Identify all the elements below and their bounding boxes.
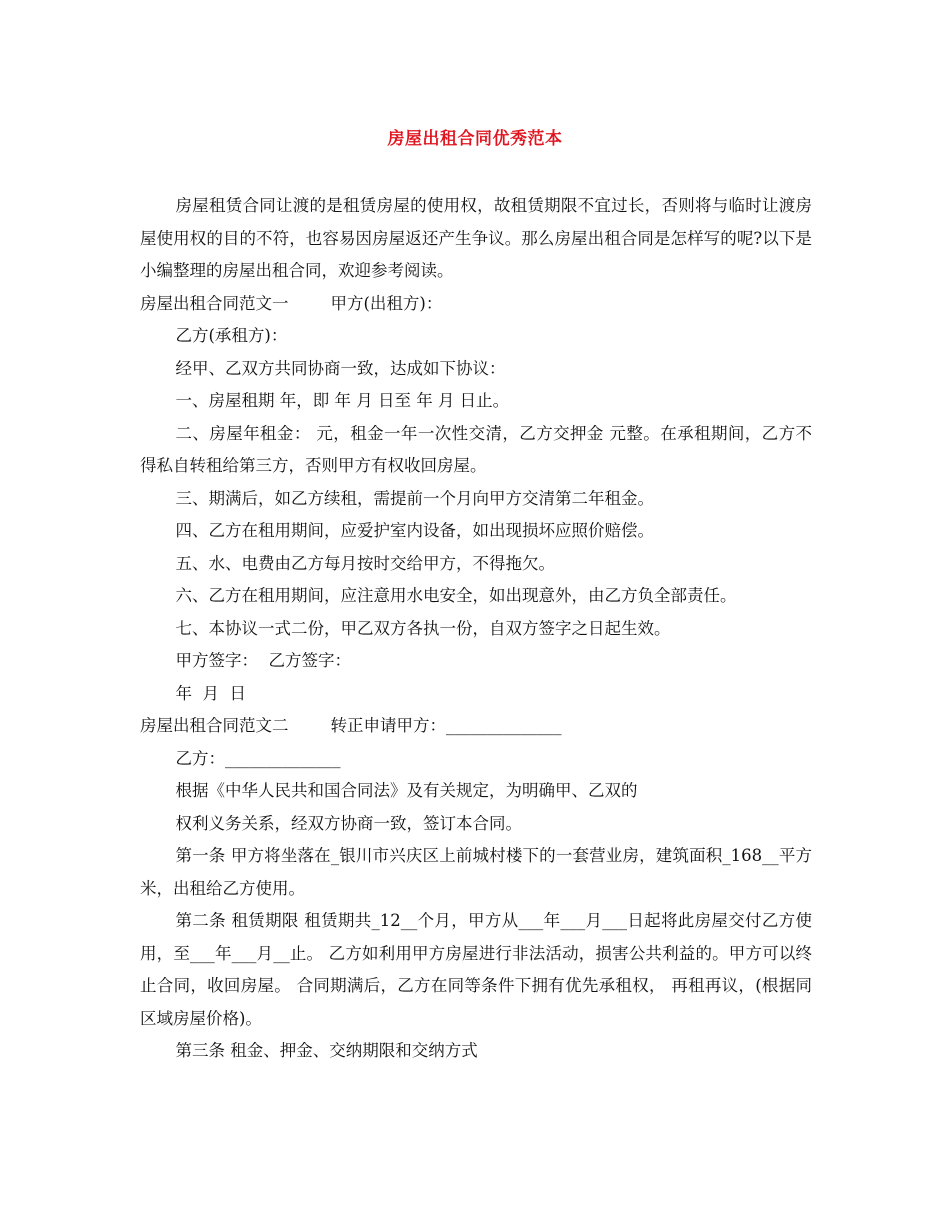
- sample2-article-3: 第三条 租金、押金、交纳期限和交纳方式: [175, 1041, 478, 1060]
- sample1-heading: 房屋出租合同范文一: [140, 293, 289, 313]
- sample1-clause-7: 七、本协议一式二份，甲乙双方各执一份，自双方签字之日起生效。: [175, 618, 671, 638]
- sample1-heading-line: [140, 288, 812, 321]
- sample1-clause-2: 二、房屋年租金： 元，租金一年一次性交清，乙方交押金 元整。在承租期间，乙方不得私自转租给第三方，否则甲方有权收回房屋。: [140, 423, 812, 475]
- sample2-heading: 房屋出租合同范文二: [140, 716, 289, 735]
- sample2-basis-line-2: 权利义务关系，经双方协商一致，签订本合同。: [175, 813, 522, 833]
- sample1-clause-1: 一、房屋租期 年，即 年 月 日至 年 月 日止。: [175, 391, 510, 410]
- document-body: [140, 190, 812, 1068]
- sample1-clause-6: 六、乙方在租用期间，应注意用水电安全，如出现意外，由乙方负全部责任。: [175, 586, 737, 605]
- sample1-agreement: 经甲、乙双方共同协商一致，达成如下协议：: [175, 358, 506, 378]
- sample1-clause-3: 三、期满后，如乙方续租，需提前一个月向甲方交清第二年租金。: [175, 488, 654, 508]
- sample2-heading-line: [140, 710, 812, 743]
- sample1-signatures: 甲方签字： 乙方签字：: [175, 651, 351, 670]
- sample1-date: 年 月 日: [175, 683, 246, 703]
- document-title: 房屋出租合同优秀范本: [387, 129, 563, 149]
- sample2-basis-line-1: 根据《中华人民共和国合同法》及有关规定，为明确甲、乙双的: [175, 781, 638, 800]
- sample2-article-1: 第一条 甲方将坐落在_银川市兴庆区上前城村楼下的一套营业房，建筑面积_168__平方米，出租给乙方使用。: [140, 846, 812, 898]
- intro-paragraph: 房屋租赁合同让渡的是租赁房屋的使用权，故租赁期限不宜过长，否则将与临时让渡房屋使用权的目的不符，也容易因房屋返还产生争议。那么房屋出租合同是怎样写的呢?以下是小编整理的房屋出租合同，欢迎参考阅读。: [140, 196, 812, 280]
- sample2-party-a: 转正申请甲方：______________: [330, 716, 562, 735]
- sample2-article-2: 第二条 租赁期限 租赁期共_12__个月，甲方从___年___月___日起将此房屋交付乙方使用，至___年___月__止。 乙方如利用甲方房屋进行非法活动，损害公共利益的。甲方可以终止合同，收回房屋。 合同期满后，乙方在同等条件下拥有优先承租权， 再租再议，(根据同区域房屋价格)。: [140, 911, 812, 1028]
- sample1-clause-4: 四、乙方在租用期间，应爱护室内设备，如出现损坏应照价赔偿。: [175, 521, 654, 540]
- sample2-party-b: 乙方：______________: [175, 748, 341, 768]
- sample1-party-b: 乙方(承租方)：: [175, 326, 288, 345]
- sample1-party-a: 甲方(出租方)：: [330, 293, 443, 313]
- sample1-clause-5: 五、水、电费由乙方每月按时交给甲方，不得拖欠。: [175, 553, 555, 573]
